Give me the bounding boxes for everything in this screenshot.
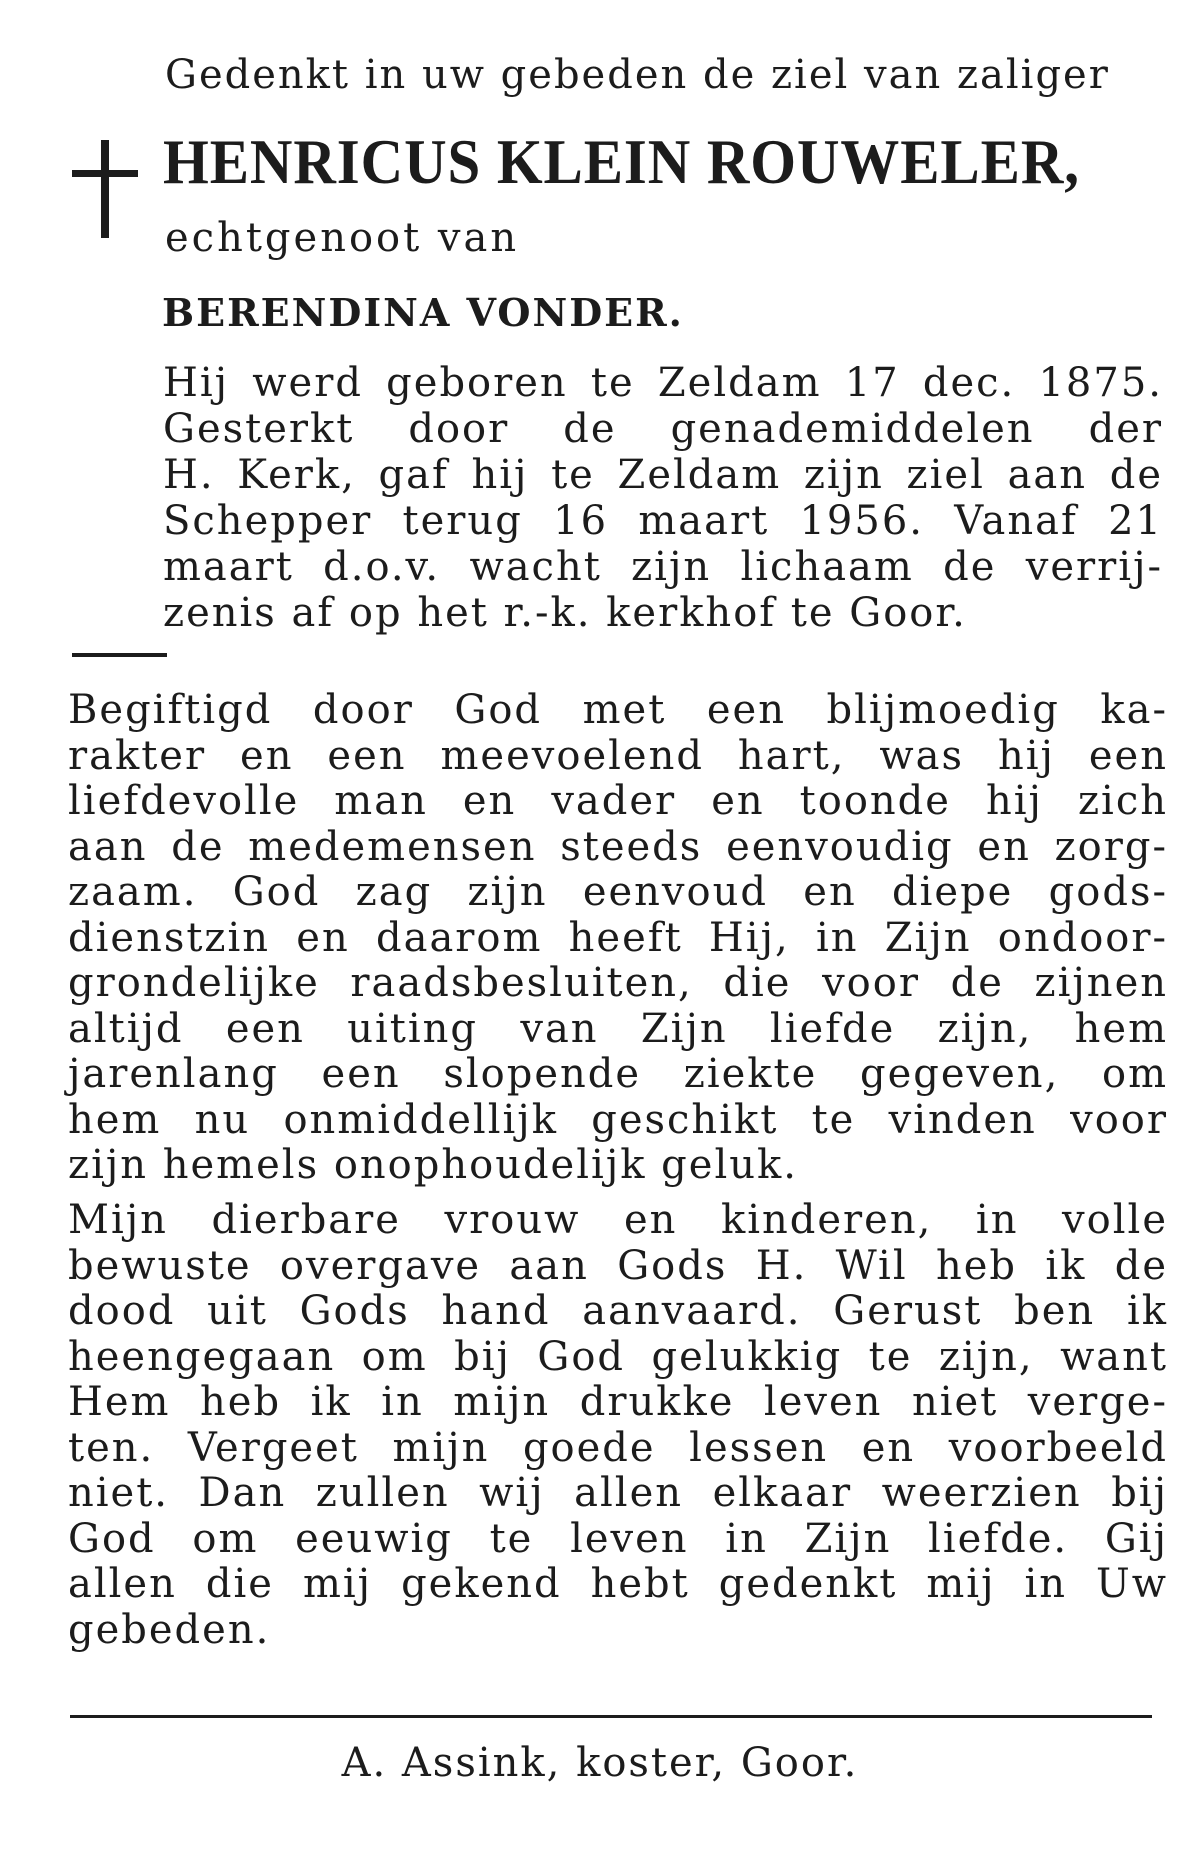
paragraph-line: gebeden. [68,1606,271,1653]
paragraph-line: Mijn dierbare vrouw en kinderen, in volle [68,1197,1168,1243]
bio-line: Hij werd geboren te Zeldam 17 dec. 1875. [163,360,1163,406]
paragraph-line: heengegaan om bij God gelukkig te zijn, want [68,1333,1168,1380]
paragraph-line: ten. Vergeet mijn goede lessen en voorbeeld [68,1424,1168,1471]
bio-line: Gesterkt door de genademiddelen der [163,406,1163,452]
paragraph-line: niet. Dan zullen wij allen elkaar weerzien bij [68,1470,1168,1516]
paragraph-line: allen die mij gekend hebt gedenkt mij in Uw [68,1561,1168,1607]
deceased-name: HENRICUS KLEIN ROUWELER, [163,126,1080,197]
paragraph-line: rakter en een meevoelend hart, was hij een [68,732,1168,779]
paragraph-line: altijd een uiting van Zijn liefde zijn, hem [68,1005,1168,1052]
paragraph-line: Hem heb ik in mijn drukke leven niet verge- [68,1379,1168,1425]
footer-divider [70,1715,1152,1718]
paragraph-line: zijn hemels onophoudelijk geluk. [68,1142,798,1188]
paragraph-line: grondelijke raadsbesluiten, die voor de zijnen [68,960,1168,1006]
paragraph-line: dienstzin en daarom heeft Hij, in Zijn ondoor- [68,914,1168,961]
printer-credit: A. Assink, koster, Goor. [341,1740,859,1786]
bio-line: zenis af op het r.-k. kerkhof te Goor. [163,590,967,636]
spouse-name: BERENDINA VONDER. [162,290,684,335]
paragraph-line: jarenlang een slopende ziekte gegeven, om [68,1051,1168,1097]
paragraph-line: liefdevolle man en vader en toonde hij zich [68,778,1168,824]
paragraph-line: aan de medemensen steeds eenvoudig en zorg- [68,823,1168,870]
bio-line: H. Kerk, gaf hij te Zeldam zijn ziel aan de [163,452,1163,498]
paragraph-character [68,688,1168,1189]
paragraph-line: Begiftigd door God met een blijmoedig ka- [68,687,1168,733]
paragraph-line: hem nu onmiddellijk geschikt te vinden voor [68,1096,1168,1143]
short-divider [72,653,167,657]
bio-line: Schepper terug 16 maart 1956. Vanaf 21 [163,498,1163,544]
intro-line: Gedenkt in uw gebeden de ziel van zaliger [165,52,1110,98]
bio-line: maart d.o.v. wacht zijn lichaam de verrij- [163,544,1163,590]
biography [163,360,1163,636]
paragraph-line: God om eeuwig te leven in Zijn liefde. Gij [68,1515,1168,1562]
spouse-label: echtgenoot van [165,215,520,261]
paragraph-line: bewuste overgave aan Gods H. Wil heb ik de [68,1242,1168,1289]
paragraph-line: zaam. God zag zijn eenvoud en diepe gods- [68,869,1168,915]
paragraph-farewell [68,1198,1168,1653]
paragraph-line: dood uit Gods hand aanvaard. Gerust ben ik [68,1288,1168,1334]
cross-icon [70,140,140,240]
